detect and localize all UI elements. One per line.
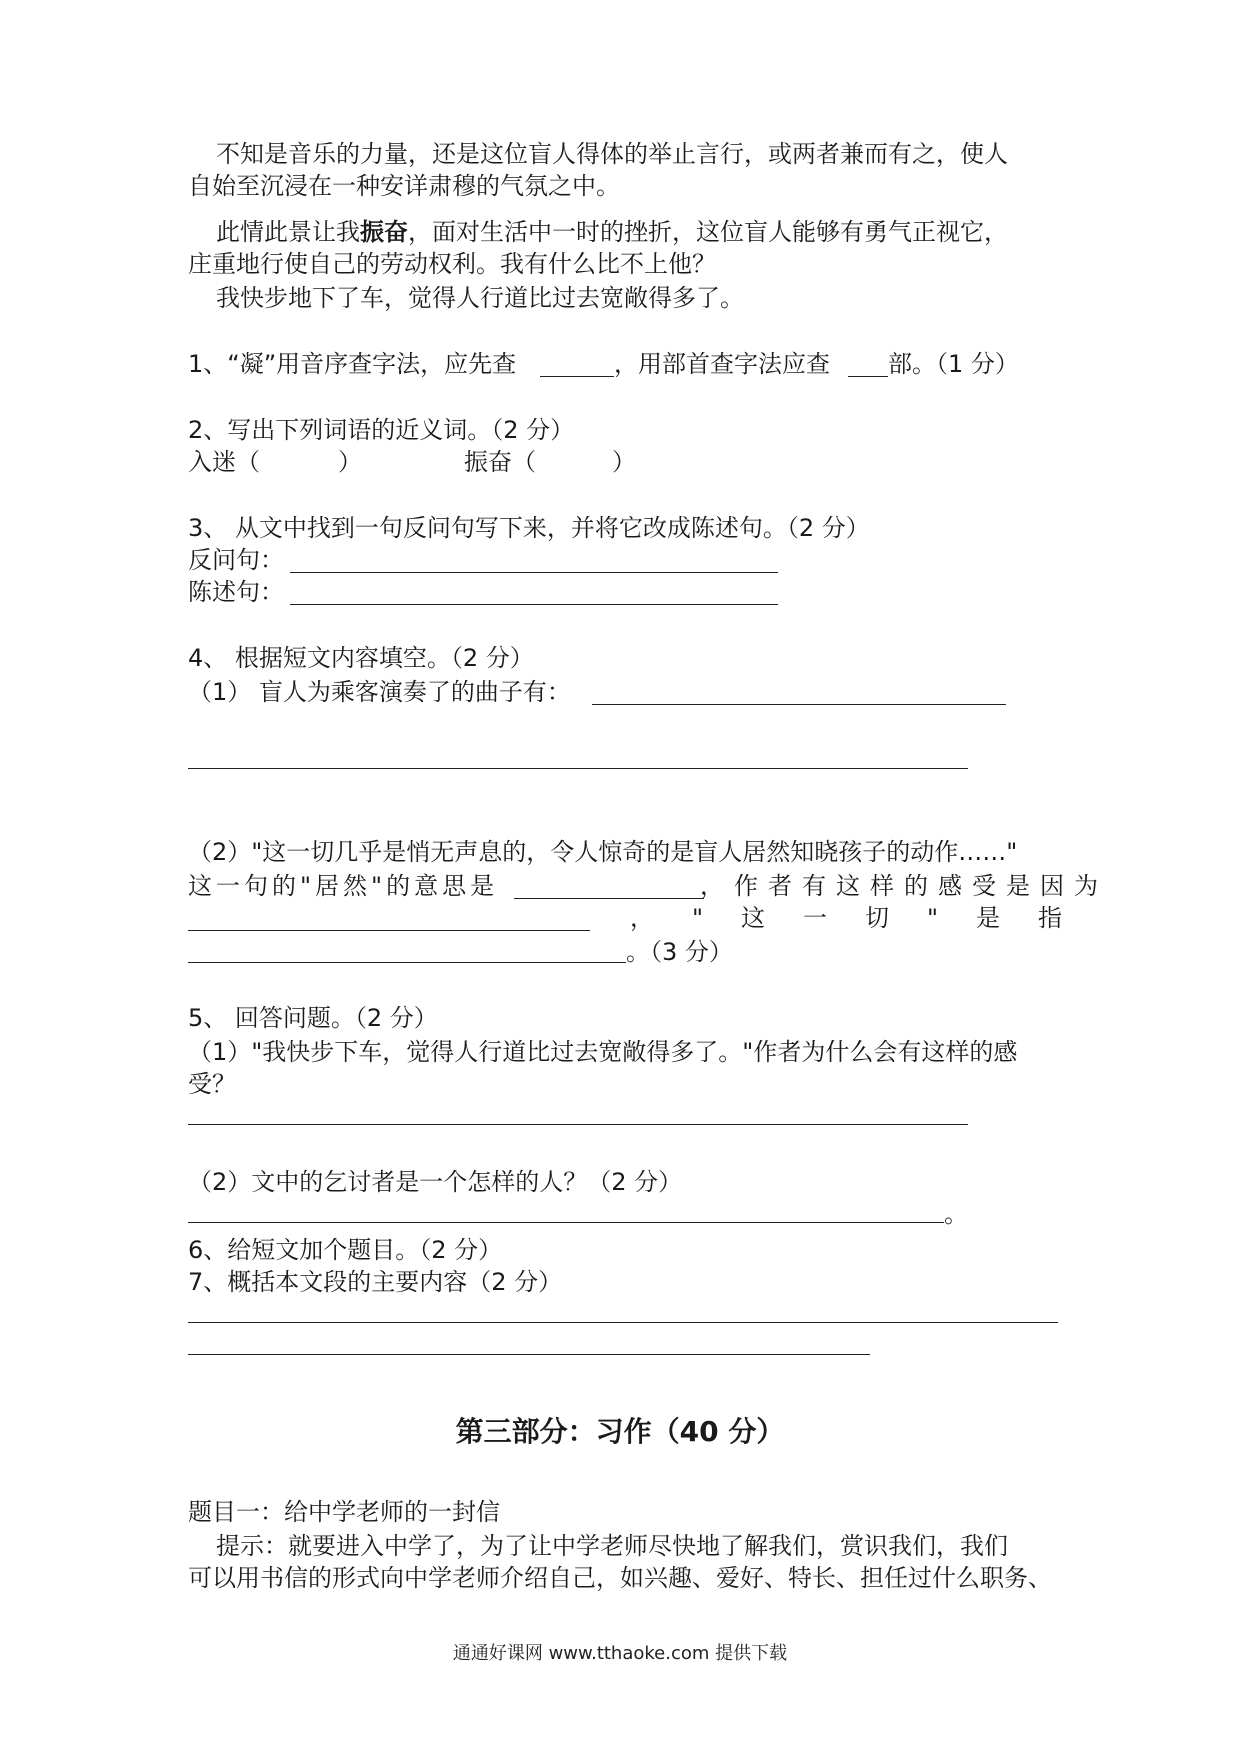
answer-blank[interactable] (188, 962, 626, 963)
answer-blank[interactable] (188, 1222, 944, 1223)
char: 一 (803, 904, 827, 932)
question-1-text: 部。（1 分） (888, 350, 1019, 378)
punct: " (691, 904, 704, 932)
question-6: 6、给短文加个题目。（2 分） (188, 1236, 503, 1264)
answer-blank[interactable] (188, 768, 968, 769)
question-4-title: 4、 根据短文内容填空。（2 分） (188, 644, 534, 672)
question-5-title: 5、 回答问题。（2 分） (188, 1004, 438, 1032)
punct: " (926, 904, 939, 932)
question-5-1-cont: 受？ (188, 1070, 236, 1098)
answer-blank[interactable] (290, 604, 778, 605)
answer-blank[interactable] (848, 376, 888, 377)
question-4-2-text: ，作者有这样的感受是因为 (700, 872, 1108, 900)
passage-line: 庄重地行使自己的劳动权利。我有什么比不上他？ (188, 250, 716, 278)
bold-word: 振奋 (360, 218, 408, 246)
question-4-2: （2）"这一切几乎是悄无声息的，令人惊奇的是盲人居然知晓孩子的动作……" (188, 838, 1018, 866)
answer-blank[interactable] (592, 704, 1006, 705)
answer-blank[interactable] (188, 1322, 1058, 1323)
question-4-2-text: 这一句的"居然"的意思是 (188, 872, 499, 900)
char: 是 (976, 904, 1000, 932)
footer-watermark: 通通好课网 www.tthaoke.com 提供下载 (452, 1643, 788, 1664)
question-2-title: 2、写出下列词语的近义词。（2 分） (188, 416, 575, 444)
question-5-1: （1）"我快步下车，觉得人行道比过去宽敞得多了。"作者为什么会有这样的感 (188, 1038, 1018, 1066)
question-4-2-line (630, 902, 1062, 934)
answer-blank[interactable] (514, 898, 704, 899)
question-7: 7、概括本文段的主要内容（2 分） (188, 1268, 563, 1296)
answer-blank[interactable] (290, 572, 778, 573)
question-1-text: ，用部首查字法应查 (614, 350, 830, 378)
passage-text: ，面对生活中一时的挫折，这位盲人能够有勇气正视它， (408, 218, 1008, 246)
passage-line: 自始至沉浸在一种安详肃穆的气氛之中。 (188, 172, 620, 200)
passage-line (216, 216, 1008, 248)
punct: ， (630, 904, 654, 932)
passage-line: 不知是音乐的力量，还是这位盲人得体的举止言行，或两者兼而有之，使人 (216, 140, 1008, 168)
synonym-word: 振奋（ (464, 448, 536, 476)
question-3-title: 3、 从文中找到一句反问句写下来，并将它改成陈述句。（2 分） (188, 514, 870, 542)
essay-hint: 提示：就要进入中学了，为了让中学老师尽快地了解我们，赏识我们，我们 (216, 1532, 1008, 1560)
bracket-close: ） (338, 448, 362, 476)
answer-blank[interactable] (188, 1354, 870, 1355)
section-heading: 第三部分：习作（40 分） (455, 1415, 785, 1448)
period: 。 (944, 1200, 968, 1228)
declarative-label: 陈述句： (188, 578, 284, 606)
question-1: 1、“凝”用音序查字法，应先查 (188, 350, 517, 378)
char: 切 (864, 904, 889, 932)
question-4-2-score: 。（3 分） (626, 938, 733, 966)
char: 指 (1037, 904, 1062, 932)
question-4-1: （1） 盲人为乘客演奏了的曲子有： (188, 678, 571, 706)
answer-blank[interactable] (188, 1124, 968, 1125)
answer-blank[interactable] (540, 376, 614, 377)
bracket-close: ） (612, 448, 636, 476)
essay-topic: 题目一：给中学老师的一封信 (188, 1498, 500, 1526)
char: 这 (741, 904, 766, 932)
question-5-2: （2）文中的乞讨者是一个怎样的人？（2 分） (188, 1168, 683, 1196)
rhetorical-label: 反问句： (188, 546, 284, 574)
synonym-word: 入迷（ (188, 448, 260, 476)
essay-hint: 可以用书信的形式向中学老师介绍自己，如兴趣、爱好、特长、担任过什么职务、 (188, 1564, 1052, 1592)
passage-line: 我快步地下了车，觉得人行道比过去宽敞得多了。 (216, 284, 744, 312)
passage-text: 此情此景让我 (216, 218, 360, 246)
answer-blank[interactable] (188, 930, 590, 931)
